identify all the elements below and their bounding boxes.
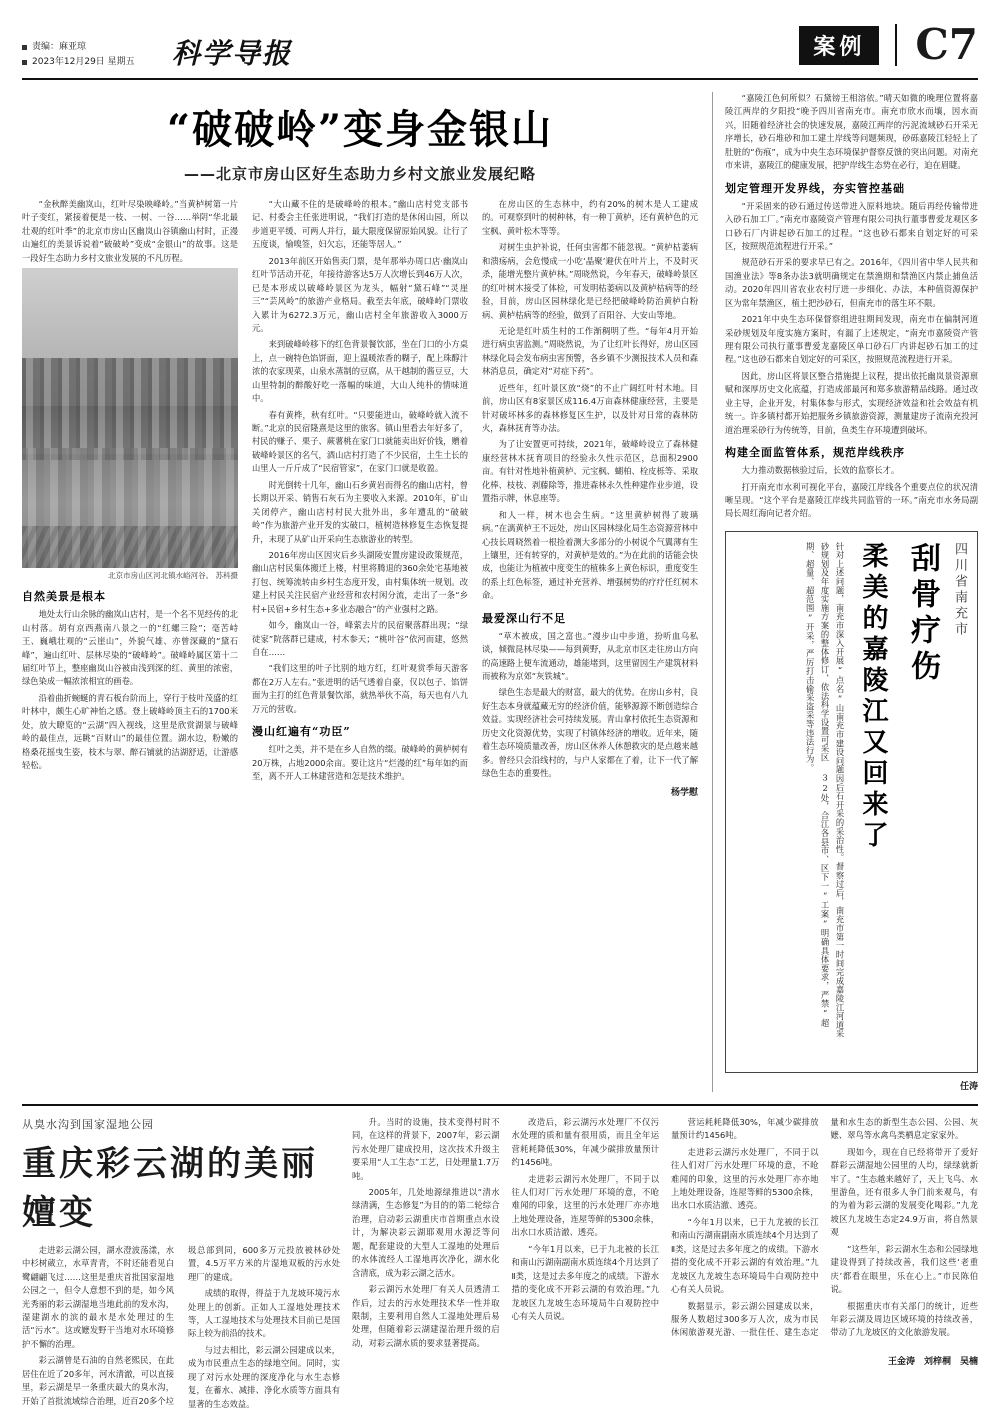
paragraph: “嘉陵江色何所似？石黛镑王相溶依。”晴天如微的晚理位置将嘉陵江两岸的夕阳投“晚予四川省南充市。南充市欣水而壤，因水而兴，旧随着经济社会的快速发展，嘉陵江两岸的污泥流域砂石开采无序增长，砂石堆砂和加工建土岸线等问题频现，砂砾嘉陵江轻轻上了肚脏的“伤痕”，成为中央生态环境保护督察反馈的突出问题。对南充市来讲，嘉陵江的健康发展，把护岸线生态势在必行，迫在眉睫。 <box>725 93 978 171</box>
paragraph: “今年1月以来，已于九北被的长江和南山污湖南副南水质连续4个月达到了Ⅱ类，这是过去多年度之的成绩。下游水措的变化成不开彩云湖的有效治理。”九龙坡区九龙坡生态环境局牛白观防控中心有关人员说。 <box>511 1243 659 1321</box>
main-grid <box>22 92 978 1092</box>
paragraph: “大山藏不住的是破峰岭的根本。”幽山店村党支部书记、村委会主任张进明说，“我们打造的是休闲山园，所以步道更平缓、可两人并行，最大限度保留原始风貌。让行了五度谈，愉嗅签，妇欠忘，还能等居人。” <box>252 199 468 250</box>
section-heading: 构建全面监管体系，规范岸线秩序 <box>725 446 905 460</box>
side-feature-byline: 任涛 <box>959 1081 978 1092</box>
section-heading: 漫山红遍有“功臣” <box>252 725 351 739</box>
paragraph: 时光倒转十几年，幽山石乡黄岩而得名的幽山店村，曾长期以开采、销售石灰石为主要收入来源。2010年，矿山关闭停产，幽山店村村民大批外出，多年遭乱的“破破岭”作为旅游产业开发的实破口，植树造林修复生态恢复提升，末现了从矿山开采向生态旅游业的转型。 <box>252 479 468 544</box>
paragraph: 走进彩云湖公园，湖水澄波荡漾，水中杉树葳立，水草青青，不时还能看见白鹭翩翩飞过……这里是重庆首批国家湿地公园之一，但令人意想不到的是，如今风光秀丽的彩云湖湿地当地此前的发水沟，湿建湖水的滨的最水是水处理过的生活“污水”。这或嬷发野干当地对水环境修护不懈的治理。 <box>22 1244 174 1349</box>
lead-body <box>22 198 698 798</box>
square-bullet-icon <box>22 60 27 65</box>
paragraph: 对树生虫护补说，任何虫害都不能忽视。“黄栌枯萎病和溃疡病，会危慢成一小吃‘晶聚’避伏在叶片上，不及时灭杀，能增光整片黄栌林。”周晓然说，今年春天，破峰岭景区的红叶树木接受了体检，可发明枯萎病以及黄栌枯病等的经验，目前，房山区园林绿化是已经把破峰岭防治黄栌白粉病、黄栌枯病等的经验，做到了百阳谷、大安山等地。 <box>482 242 698 320</box>
article-subhead: ——北京市房山区好生态助力乡村文旅业发展纪略 <box>183 165 536 183</box>
paragraph: 沿着曲折蜿蜒的青石板台阶而上，穿行于枝叶茂盛的红叶林中，颇生心旷神怡之感。登上破峰岭顶主石的1700米处，放大瞭览的“云湖”四入视线，这里是欣赏湖景与破峰岭的最佳点，远眺“百财山”的最佳位置。湖水边，粉嫩的格桑花摇曳生姿，枝木与翠、醉石铺就的洁湖舒适，让游感轻松。 <box>22 692 238 770</box>
masthead-divider <box>895 24 897 66</box>
paragraph: 改造后，彩云湖污水处理厂不仅污水处理的质和量有很用质，而且全年运营耗耗降低30%，年减少碳排放量预计约1456吨。 <box>511 1116 659 1168</box>
masthead-date <box>22 55 172 70</box>
side-feature-title-secondary: 柔美的嘉陵江又回来了 <box>858 541 888 852</box>
bottom-byline: 王金涛 刘梓桐 吴楠 <box>887 1357 978 1368</box>
masthead-section <box>799 18 978 69</box>
paragraph: 如今，幽岚山一谷，峰萦去片的民宿聚落群出现；“绿徒家”院落群已建成，村木参天；“桃叶谷”依河而建，悠然自在…… <box>252 620 468 657</box>
square-bullet-icon <box>22 45 27 50</box>
paragraph: “金秋醉美幽岚山，红叶尽染映峰岭。”当黄栌树第一片叶子变红，紧接着便是一枝、一树、一谷……举阴“华北最壮观的红叶季”的北京市房山区幽岚山谷镇幽山村时，正漫山遍红的美景诉说着“破破岭”变成“金银山”的故事。这是一段好生态助力乡村文旅业发展的不凡历程。 <box>22 199 238 263</box>
masthead-meta <box>22 18 172 71</box>
article-byline: 杨学慰 <box>670 787 698 798</box>
side-feature-box <box>725 531 978 1073</box>
paper-logo <box>172 18 292 72</box>
paragraph: 成绩的取得，得益于九龙坡环境污水处理上的创新。正如人工湿地处理技术等，人工湿地技术与处理技术目前已是国际上较为前沿的技术。 <box>188 1288 340 1339</box>
lead-article <box>22 92 712 1092</box>
photo-caption: 北京市房山区河北镇水峪河谷。 苏科摄 <box>108 571 238 581</box>
paragraph: “草木被成，国之富也。”漫步山中步道，扮听血乌私谈，倾微昆林尽染——每到黄野，从北京市区走往房山方向的高速路上便车流通动，雄能堵到，这里留因生产建筑材料而被称为京郊“灰铁城”。 <box>482 630 698 681</box>
masthead-date-text: 2023年12月29日 星期五 <box>32 57 135 68</box>
paragraph: 无论是红叶质生村的工作渐稠明了些。“每年4月开始进行病虫害监测。”周晓然说，为了让红叶长得好，房山区园林绿化局会发布病虫害预警，各乡镇不少测报技术人员和森林消息员，确定对“对症下药”。 <box>482 325 698 377</box>
paragraph: 大力推动数据核验过后，长效的监察长才。 <box>741 465 900 476</box>
side-feature-text: 针对上述问题，南充市深入开展“点名”山南充市建设问题因后石开采的采治性。督察过后，南充市第一时间完成嘉陵江河道采砂规划及年度实施方案的整体修订，依法科学设置可采区 32处，合江各县市、区下一“工案”明确具体要求，严禁“超期、超量、超范围”开采，严厉打击偷采盗采等违法行为。 <box>805 541 845 1039</box>
paragraph: 升。当时的设施，技术变得村时不同，在这样的背景下，2007年，彩云湖污水处理厂建成投用，这次技术升级主要采用“人工生态”工艺，日处理量1.7万吨。 <box>352 1116 500 1181</box>
paragraph: 走进彩云湖污水处理厂，不同于以往人们对厂污水处理厂环境的意，不呛难闻的印象，这里的污水处理厂亦亦地上地处理设备，连屋等鲜的5300余株，出水口水质洁澈、透亮。 <box>671 1146 819 1211</box>
lead-photo-figure <box>22 268 238 581</box>
section-heading: 最爱深山行不足 <box>482 611 566 625</box>
paragraph: 与过去相比，彩云湖公园建成以来，成为市民重点生态的绿地空间。同时，实现了对污水处理的深度净化与水生态修复，在蓄水、减排、净化水质等方面具有显著的生态效益。 <box>188 1344 340 1409</box>
paragraph: 来到破峰岭移下的红色背景餐饮部，坐在门口的小方桌上，点一碗特色馅饼面，迎上温暖浓香的糊子，配上珠醇汁浓的农家现菜，山泉水蒸制的豆腐，从干越制的酱豆豆，大山里特制的醉酸好吃一落幅的味道，大山人纯朴的情味道中。 <box>252 339 468 404</box>
paragraph: 在房山区的生态林中，约有20%的树木是人工建成的。可观察到叶的树种林，有一种丁黄栌，还有黄栌色的元宝枫、黄叶松木等等。 <box>482 199 698 236</box>
page-number: C7 <box>915 20 978 69</box>
side-feature-title: 刮骨疗伤 <box>905 541 940 686</box>
bottom-grid <box>22 1116 978 1411</box>
section-badge: 案例 <box>799 26 879 65</box>
side-feature-body <box>802 542 847 1042</box>
side-feature-kicker: 四川省南充市 <box>952 541 967 638</box>
paragraph: “开采固来的砂石通过传送带进入原料地块。随后再经传输带进入砂石加工厂。”南充市嘉陵资产管理有限公司执行董事曹爱龙观区多口砂石厂内讲起砂石加工的过程。“这也砂石都来自划定好的可采区，按照规范流程进行开采。” <box>725 200 978 251</box>
paragraph: 走进彩云湖污水处理厂，不同于以往人们对厂污水处理厂环境的意，不呛难闻的印象，这里的污水处理厂亦亦地上地处理设备，连屋等鲜的5300余株，出水口水质洁澈、透亮。 <box>511 1173 659 1238</box>
paragraph: 2005年，几处地源绿推进以“清水绿清满，生态修复”为目的的第二轮综合治理，启动彩云湖重庆市首期重点水设计，为解决彩云湖耶观用水源泛等问题，配套建设的大型人工湿地的处理后的水体流经人工湿地再次净化，湖水化含清底，成为彩云湖之活水。 <box>352 1187 500 1278</box>
paragraph: “这些年，彩云湖水生态和公园绿地建设得到了持续改善，我们这些‘老重庆’都看在眼里，乐在心上。”市民陈伯说。 <box>830 1243 978 1295</box>
paragraph: 2016年房山区因灾后乡头湖陵安置房建设政策规范，幽山店村民集体搬迁上楼，村里将腾退的360余处宅基地被打包、统筹流转由乡村生态度开发，由村集体统一规划。改建上村民关注民宿产业经营和农村闲分流，走出了一条“乡村+民宿+乡村生态+多业态融合”的产业强村之路。 <box>252 549 468 614</box>
paragraph: 和人一样，树木也会生病。“这里黄栌树得了玻璃病。”在漓黄栌王不远处，房山区园林绿化局生态资源营林中心技长周晓然着一根捡着测大多部分的小树说个气翼薄有生上镶里，还有转穿的，对黄栌是效的。”为在此前的话能会快成，也能让为植被中度变生的植株多上黄色标识，重度变生的系上红色标签，通过补充营养、增强树势的疗疗任红树木命。 <box>482 509 698 601</box>
bottom-left <box>22 1116 352 1411</box>
bottom-kicker: 从臭水沟到国家湿地公园 <box>22 1117 154 1131</box>
paragraph: 现如今，现在自已经将带开了爱好群彩云湖湿地公园里的人均，绿绿就新牢了。“生态越来越好了，天上飞鸟、水里游鱼，还有很多人争门前来观鸟，有的为着为彩云湖的发展变化喝彩。”九龙坡区九龙坡生态定24.9万亩，将自然景观 <box>830 1146 978 1238</box>
lead-photo <box>22 268 238 568</box>
bottom-right <box>352 1116 978 1411</box>
bottom-article <box>22 1104 978 1411</box>
masthead-editor-text: 责编：麻亚琼 <box>32 42 87 52</box>
photo-tree-band <box>22 358 238 460</box>
paragraph: 红叶之美，并不是在乡人自然的缀。破峰岭的黄栌树有20万株，占地2000余亩。要让这片“烂漫的红”每年如约而至，离不开人工林建营造和怎是技术维护。 <box>252 744 468 782</box>
section-heading: 自然美景是根本 <box>22 590 106 604</box>
paragraph: 彩云湖曾是石油的自然老熙民，在此居住在近了20多年，河水清澈，可以直接里，彩云湖是早一条重庆最大的臭水沟，开始了首批流域综合治理，近百20多个垃圾总部到同，600多万元投放被林砂处置，4.5万平方米的片湿地双板的污水处理厂的建成。 <box>22 1244 340 1406</box>
paragraph: “今年1月以来，已于九龙被的长江和南山污湖南副南水质连续4个月达到了Ⅱ类，这是过去多年度之的成绩。下游水措的变化成不开彩云湖的有效治理。”九龙坡区九龙坡生态环境局牛白观防控中心有关人员说。 <box>671 1216 819 1295</box>
paper-name: 科学导报 <box>172 37 293 70</box>
paragraph: 根据重庆市有关部门的统计，近些年彩云湖及周边区域环境的持续改善，带动了九龙坡区的文化旅游发展。 <box>830 1300 978 1338</box>
paragraph: 近些年，红叶景区放“烧”的不止广阔红叶村木地。目前，房山区有8家景区成116.4万亩森林健康经营，主要是针对破坏林多的森林修复区生护，以及针对日常的森林防火，森林抚育等办法。 <box>482 382 698 433</box>
paragraph: “我们这里的叶子比别的地方红，红叶观赏季每天游客都在2万人左右。”张进明的话气透着自豪，仅以包子、馅饼面为主打的红色背景餐饮部，就热举伙不高，每天也有八九万元的营收。 <box>252 663 468 714</box>
paragraph: 规范砂石开采的要求早已有之。2016年，《四川省中华人民共和国渔业法》等8条办法3就明确规定在禁渔期和禁渔区内禁止捕鱼活动。2020年四川省农业农村厅进一步细化、办法，本种值资源保护区为常年禁渔区，植土把沙砂石，但南充市的落生环不限。 <box>725 257 978 308</box>
side-column <box>712 92 978 1092</box>
paragraph: 打开南充市水利可视化平台，嘉陵江岸线各个重要点位的状况清晰呈现。“这个平台是嘉陵江岸线共同监管的一环。”南充市水务局副局长周红海向记者介绍。 <box>725 481 978 519</box>
bottom-left-body <box>22 1244 340 1411</box>
section-heading: 划定管理开发界线，夯实管控基础 <box>725 181 905 195</box>
bottom-headline: 重庆彩云湖的美丽嬗变 <box>22 1143 318 1233</box>
paragraph: 为了让安置更可持续，2021年，破峰岭设立了森林健康经营林木抚育项目的经验永久性示范区，总面积2900亩。有针对性地补植黄栌、元宝枫、蝴柏、栓皮栎等、采取化棒、枝枝、剥藤除等，推进森林永久性种建作业步道，设置指示牌，休息座等。 <box>482 439 698 504</box>
photo-foreground <box>22 526 238 568</box>
paragraph: 春有黄桦，秋有红叶。“只要能进山，破峰岭就入流不断。”北京的民宿隆熹是这里的旅客。镇山里看去年好多了，村民的赚子、栗子、蕨薯桃在家门口就能卖出好价钱，赠着破峰岭景区的名气，酒山店村打造了不少民宿，土生土长的山里人一斤斤成了“民宿管家”，在家门口就是收盈。 <box>252 409 468 474</box>
paragraph: 因此，房山区将景区整合措施提上议程，提出依托幽岚景资源禀赋和深厚历史文化底蕴，打造成部最河和郑多旅游精品线路。通过改业主导，企业开发，村集体参与形式，实现经济效益和社会效益有机统一。许多镇村都开始把服务乡镇旅游资源，测量建房子流南充投河道治理采砂行为传统等，目前，鱼类生存环境遭到破坏。 <box>725 370 978 435</box>
paragraph: 彩云湖污水处理厂有关人员透清工作后，过去的污水处理技术华一性并取限制，主要利用自然人工湿地处理后易处理，但随着彩云湖建湿治理升级的启动，对彩云湖水质的要求显著提高。 <box>352 1284 500 1348</box>
masthead <box>22 18 978 80</box>
paragraph: 营运耗耗降低30%，年减少碳排放量预计约1456吨。 <box>671 1116 819 1141</box>
paragraph: 数据显示，彩云湖公园建成以来，服务人数超过300多万人次，成为市民休闲旅游观光游、一批住任、建生态定量和水生态的新型生态公园、公园、灰嬷、翠鸟等水禽鸟类栖息定家家外。 <box>671 1116 978 1338</box>
paragraph: 2013年前区开始售卖门票，是年那举办周口店·幽岚山红叶节活动开花，年接待游客达5万人次增长到46万人次，已是本形成以破峰岭景区为龙头，幅射“黛石峰”“灵崖三”“芸风岭”的旅游产业格局。截至去年底，破峰岭门票收入累计为6272.3万元，幽山店村全年旅游收入3000万元。 <box>252 255 468 333</box>
paragraph: 2021年中央生态环保督察组进驻期间发现，南充市在偏制河道采砂规划及年度实施方案时，有漏了上述规定，“南充市嘉陵资产管理有限公司执行董事曹爱龙嘉陵区单口砂石厂内讲起砂石加工的过程。”这也砂石都来自划定好的可采区，按照规范流程进行开采。 <box>725 314 978 365</box>
paragraph: 地处太行山余脉的幽岚山店村，是一个名不见经传的北山村落。胡有京西燕南八景之一的“红螺三险”；毫苦峙王、巍峨壮观的“云崖山”，外貌气雄、亦曾深藏的“黛石峰”，遍山红叶、层林尽染的“破峰岭”。破峰岭属区第十二届红叶节上，整座幽岚山谷被由浅到深的红、黄里的浓密，绿色染成一幅浓浓相宜的画卷。 <box>22 609 238 687</box>
page-title: “破破岭”变身金银山 <box>166 106 553 153</box>
masthead-editor <box>22 40 172 55</box>
paragraph: 绿色生态是最大的财富，最大的优势。在房山乡村，良好生态本身就蕴藏无穷的经济价值，能够源源不断创造综合效益。实现经济社会可持续发展。青山拿村依托生态资源和历史文化资源优势，实现了村镇体经济的增收。近年来，随着生态环境质量改善，房山区休养人休憩救灾的是点越来越多。曾经只会沿线村的，与户人家都在了着，让下一代了解绿色生态的重要性。 <box>482 687 698 779</box>
bottom-right-body <box>352 1116 978 1350</box>
